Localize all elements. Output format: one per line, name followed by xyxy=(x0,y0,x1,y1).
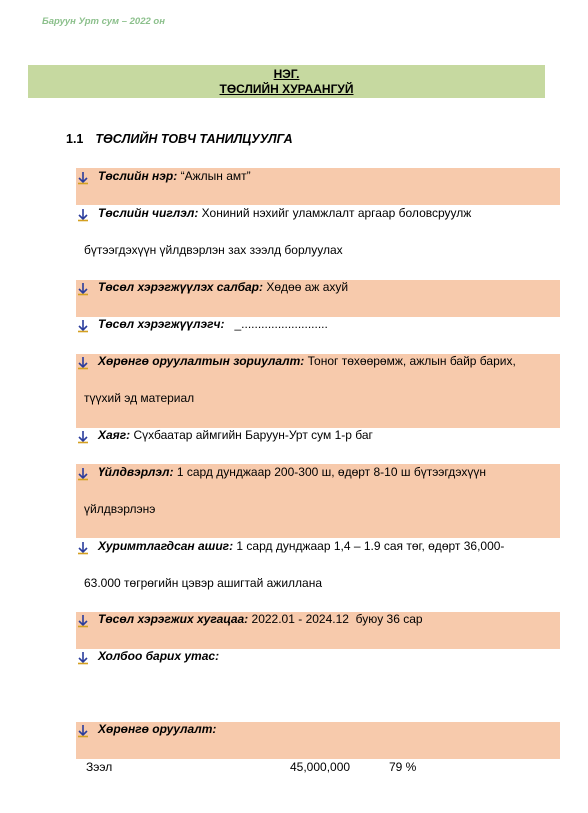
arrow-bullet-icon xyxy=(76,356,90,370)
arrow-bullet-icon xyxy=(76,430,90,444)
item-continuation: 63.000 төгрөгийн цэвэр ашигтай ажиллана xyxy=(84,576,323,590)
page-header: Баруун Урт сум – 2022 он xyxy=(42,16,165,27)
arrow-bullet-icon xyxy=(76,724,90,738)
chapter-number: НЭГ. xyxy=(273,67,300,81)
arrow-bullet-icon xyxy=(76,282,90,296)
arrow-bullet-icon xyxy=(76,319,90,333)
item-label: Төсөл хэрэгжүүлэгч: xyxy=(98,317,225,331)
item-label: Төсөл хэрэгжүүлэх салбар: xyxy=(98,280,264,294)
list-item xyxy=(76,417,546,454)
item-text: “Ажлын амт” xyxy=(177,169,251,183)
item-continuation: үйлдвэрлэнэ xyxy=(84,502,156,516)
item-continuation: бүтээгдэхүүн үйлдвэрлэн зах зээлд борлуулах xyxy=(84,243,343,257)
chapter-heading xyxy=(28,65,545,98)
arrow-bullet-icon xyxy=(76,651,90,665)
item-text: Хониний нэхийг уламжлалт аргаар боловсруулж xyxy=(198,206,472,220)
list-item xyxy=(76,711,546,748)
list-item xyxy=(76,306,546,343)
section-number: 1.1 xyxy=(66,132,84,146)
item-text: Тоног төхөөрөмж, ажлын байр барих, xyxy=(304,354,516,368)
list-item xyxy=(76,195,546,269)
item-text: Сүхбаатар аймгийн Баруун-Урт сум 1-р баг xyxy=(130,428,373,442)
section-heading xyxy=(66,132,293,146)
investment-name: Зээл xyxy=(86,760,113,774)
item-label: Хаяг: xyxy=(98,428,131,442)
item-text: Хөдөө аж ахуй xyxy=(263,280,349,294)
item-text: 1 сард дунджаар 1,4 – 1.9 сая төг, өдөрт 36,000- xyxy=(233,539,505,553)
investment-percent: 79 % xyxy=(389,760,417,774)
item-label: Хуримтлагдсан ашиг: xyxy=(98,539,234,553)
chapter-title: ТӨСЛИЙН ХУРААНГУЙ xyxy=(219,82,354,96)
item-text: 2022.01 - 2024.12 буюу 36 сар xyxy=(248,612,423,626)
list-item xyxy=(76,158,546,195)
list-item xyxy=(76,343,546,417)
item-text: _.......................... xyxy=(224,317,328,331)
list-item xyxy=(76,528,546,602)
list-item xyxy=(76,638,546,675)
list-item xyxy=(76,454,546,528)
item-label: Төсөл хэрэгжих хугацаа: xyxy=(98,612,249,626)
item-label: Хөрөнгө оруулалтын зориулалт: xyxy=(98,354,305,368)
item-label: Холбоо барих утас: xyxy=(98,649,220,663)
arrow-bullet-icon xyxy=(76,614,90,628)
arrow-bullet-icon xyxy=(76,541,90,555)
item-label: Төслийн чиглэл: xyxy=(98,206,199,220)
list-item xyxy=(76,269,546,306)
item-text: 1 сард дунджаар 200-300 ш, өдөрт 8-10 ш бүтээгдэхүүн xyxy=(173,465,487,479)
arrow-bullet-icon xyxy=(76,208,90,222)
item-label: Үйлдвэрлэл: xyxy=(98,465,174,479)
item-continuation: түүхий эд материал xyxy=(84,391,195,405)
list-item xyxy=(76,601,546,638)
arrow-bullet-icon xyxy=(76,171,90,185)
arrow-bullet-icon xyxy=(76,467,90,481)
section-title: ТӨСЛИЙН ТОВЧ ТАНИЛЦУУЛГА xyxy=(95,132,293,146)
investment-amount: 45,000,000 xyxy=(290,760,351,774)
item-label: Хөрөнгө оруулалт: xyxy=(98,722,217,736)
item-label: Төслийн нэр: xyxy=(98,169,178,183)
